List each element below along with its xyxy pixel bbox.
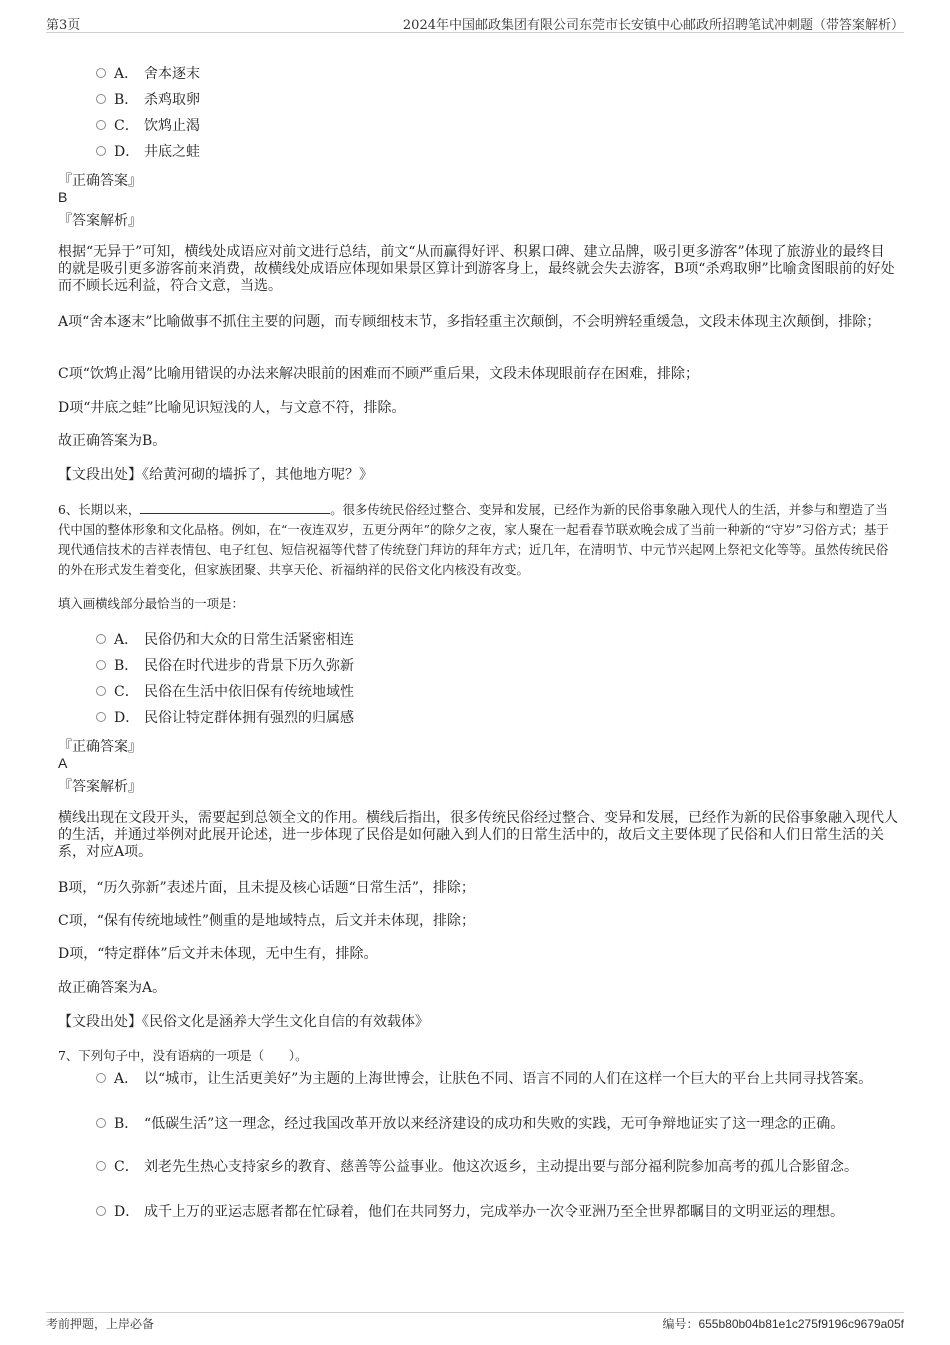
q7-option-b[interactable]: B． “低碳生活”这一理念，经过我国改革开放以来经济建设的成功和失败的实践，无可争辩地证实了这一理念的正确。 xyxy=(96,1116,898,1133)
radio-icon[interactable] xyxy=(96,634,106,644)
radio-icon[interactable] xyxy=(96,94,106,104)
analysis-paragraph: D项，“特定群体”后文并未体现，无中生有，排除。 xyxy=(58,946,378,962)
radio-icon[interactable] xyxy=(96,1073,106,1083)
correct-answer: B xyxy=(58,189,68,205)
analysis-label: 『答案解析』 xyxy=(58,779,142,795)
q6-option-a[interactable]: A． 民俗仍和大众的日常生活紧密相连 xyxy=(96,632,354,648)
page-number: 第3页 xyxy=(46,18,81,33)
question-stem: 6、长期以来， 。很多传统民俗经过整合、变异和发展，已经作为新的民俗事象融入现代人的生活，并参与和塑造了当代中国的整体形象和文化品格。例如，在“一夜连双岁，五更分两年”的除夕之夜，家人聚在一起看春节联欢晚会成了当前一种新的“守岁”习俗方式；基于现代通信技术的吉祥表情包、电子红包、短信祝福等代替了传统登门拜访的拜年方式；近几年，在清明节、中元节兴起网上祭祀文化等等。虽然传统民俗的外在形式发生着变化，但家族团聚、共享天伦、祈福纳祥的民俗文化内核没有改变。 xyxy=(58,502,889,577)
radio-icon[interactable] xyxy=(96,146,106,156)
q7-option-d[interactable]: D． 成千上万的亚运志愿者都在忙碌着，他们在共同努力，完成举办一次令亚洲乃至全世界都瞩目的文明亚运的理想。 xyxy=(96,1204,898,1221)
correct-answer: A xyxy=(58,755,68,771)
analysis-label: 『答案解析』 xyxy=(58,213,142,229)
q6-option-c[interactable]: C． 民俗在生活中依旧保有传统地域性 xyxy=(96,684,354,700)
q6-option-b[interactable]: B． 民俗在时代进步的背景下历久弥新 xyxy=(96,658,354,674)
radio-icon[interactable] xyxy=(96,120,106,130)
question-stem: 7、下列句子中，没有语病的一项是（ ）。 xyxy=(58,1048,308,1063)
analysis-paragraph: C项“饮鸩止渴”比喻用错误的办法来解决眼前的困难而不顾严重后果，文段未体现眼前存在困难，排除； xyxy=(58,366,700,382)
radio-icon[interactable] xyxy=(96,1118,106,1128)
analysis-paragraph: 横线出现在文段开头，需要起到总领全文的作用。横线后指出，很多传统民俗经过整合、变异和发展，已经作为新的民俗事象融入现代人的生活，并通过举例对此展开论述，进一步体现了民俗是如何融入到人们的日常生活中的，故后文主要体现了民俗和人们日常生活的关系，对应A项。 xyxy=(58,810,898,860)
q5-option-a[interactable]: A． 舍本逐末 xyxy=(96,66,200,82)
radio-icon[interactable] xyxy=(96,660,106,670)
analysis-paragraph: C项，“保有传统地域性”侧重的是地域特点，后文并未体现，排除； xyxy=(58,913,476,929)
q7-option-c[interactable]: C． 刘老先生热心支持家乡的教育、慈善等公益事业。他这次返乡，主动提出要与部分福利院参加高考的孤儿合影留念。 xyxy=(96,1159,898,1176)
radio-icon[interactable] xyxy=(96,1161,106,1171)
radio-icon[interactable] xyxy=(96,712,106,722)
analysis-paragraph: B项，“历久弥新”表述片面，且未提及核心话题“日常生活”，排除； xyxy=(58,880,475,896)
correct-answer-label: 『正确答案』 xyxy=(58,173,142,189)
fill-blank xyxy=(140,501,330,514)
footer-slogan: 考前押题，上岸必备 xyxy=(46,1317,155,1331)
analysis-conclusion: 故正确答案为B。 xyxy=(58,433,167,449)
q5-option-d[interactable]: D． 井底之蛙 xyxy=(96,144,200,160)
source-citation: 【文段出处】《给黄河砌的墙拆了，其他地方呢？》 xyxy=(58,467,373,483)
document-code: 编号：655b80b04b81e1c275f9196c9679a05f xyxy=(662,1317,904,1331)
q6-option-d[interactable]: D． 民俗让特定群体拥有强烈的归属感 xyxy=(96,710,354,726)
analysis-paragraph: D项“井底之蛙”比喻见识短浅的人，与文意不符，排除。 xyxy=(58,400,406,416)
radio-icon[interactable] xyxy=(96,686,106,696)
q5-option-c[interactable]: C． 饮鸩止渴 xyxy=(96,118,200,134)
q5-option-b[interactable]: B． 杀鸡取卵 xyxy=(96,92,200,108)
page-header xyxy=(46,10,904,33)
analysis-conclusion: 故正确答案为A。 xyxy=(58,980,167,996)
radio-icon[interactable] xyxy=(96,68,106,78)
page-footer xyxy=(46,1312,904,1331)
q7-option-a[interactable]: A． 以“城市，让生活更美好”为主题的上海世博会，让肤色不同、语言不同的人们在这样一个巨大的平台上共同寻找答案。 xyxy=(96,1071,898,1088)
analysis-paragraph: 根据“无异于”可知，横线处成语应对前文进行总结，前文“从而赢得好评、积累口碑、建立品牌，吸引更多游客”体现了旅游业的最终目的就是吸引更多游客前来消费，故横线处成语应体现如果景区算计到游客身上，最终就会失去游客，B项“杀鸡取卵”比喻贪图眼前的好处而不顾长远利益，符合文意，当选。 xyxy=(58,244,895,294)
correct-answer-label: 『正确答案』 xyxy=(58,739,142,755)
question-prompt: 填入画横线部分最恰当的一项是： xyxy=(58,596,244,611)
source-citation: 【文段出处】《民俗文化是涵养大学生文化自信的有效载体》 xyxy=(58,1014,429,1030)
analysis-paragraph: A项“舍本逐末”比喻做事不抓住主要的问题，而专顾细枝末节，多指轻重主次颠倒，不会明辨轻重缓急，文段未体现主次颠倒，排除； xyxy=(58,314,881,330)
radio-icon[interactable] xyxy=(96,1206,106,1216)
document-title: 2024年中国邮政集团有限公司东莞市长安镇中心邮政所招聘笔试冲刺题（带答案解析） xyxy=(402,18,904,33)
